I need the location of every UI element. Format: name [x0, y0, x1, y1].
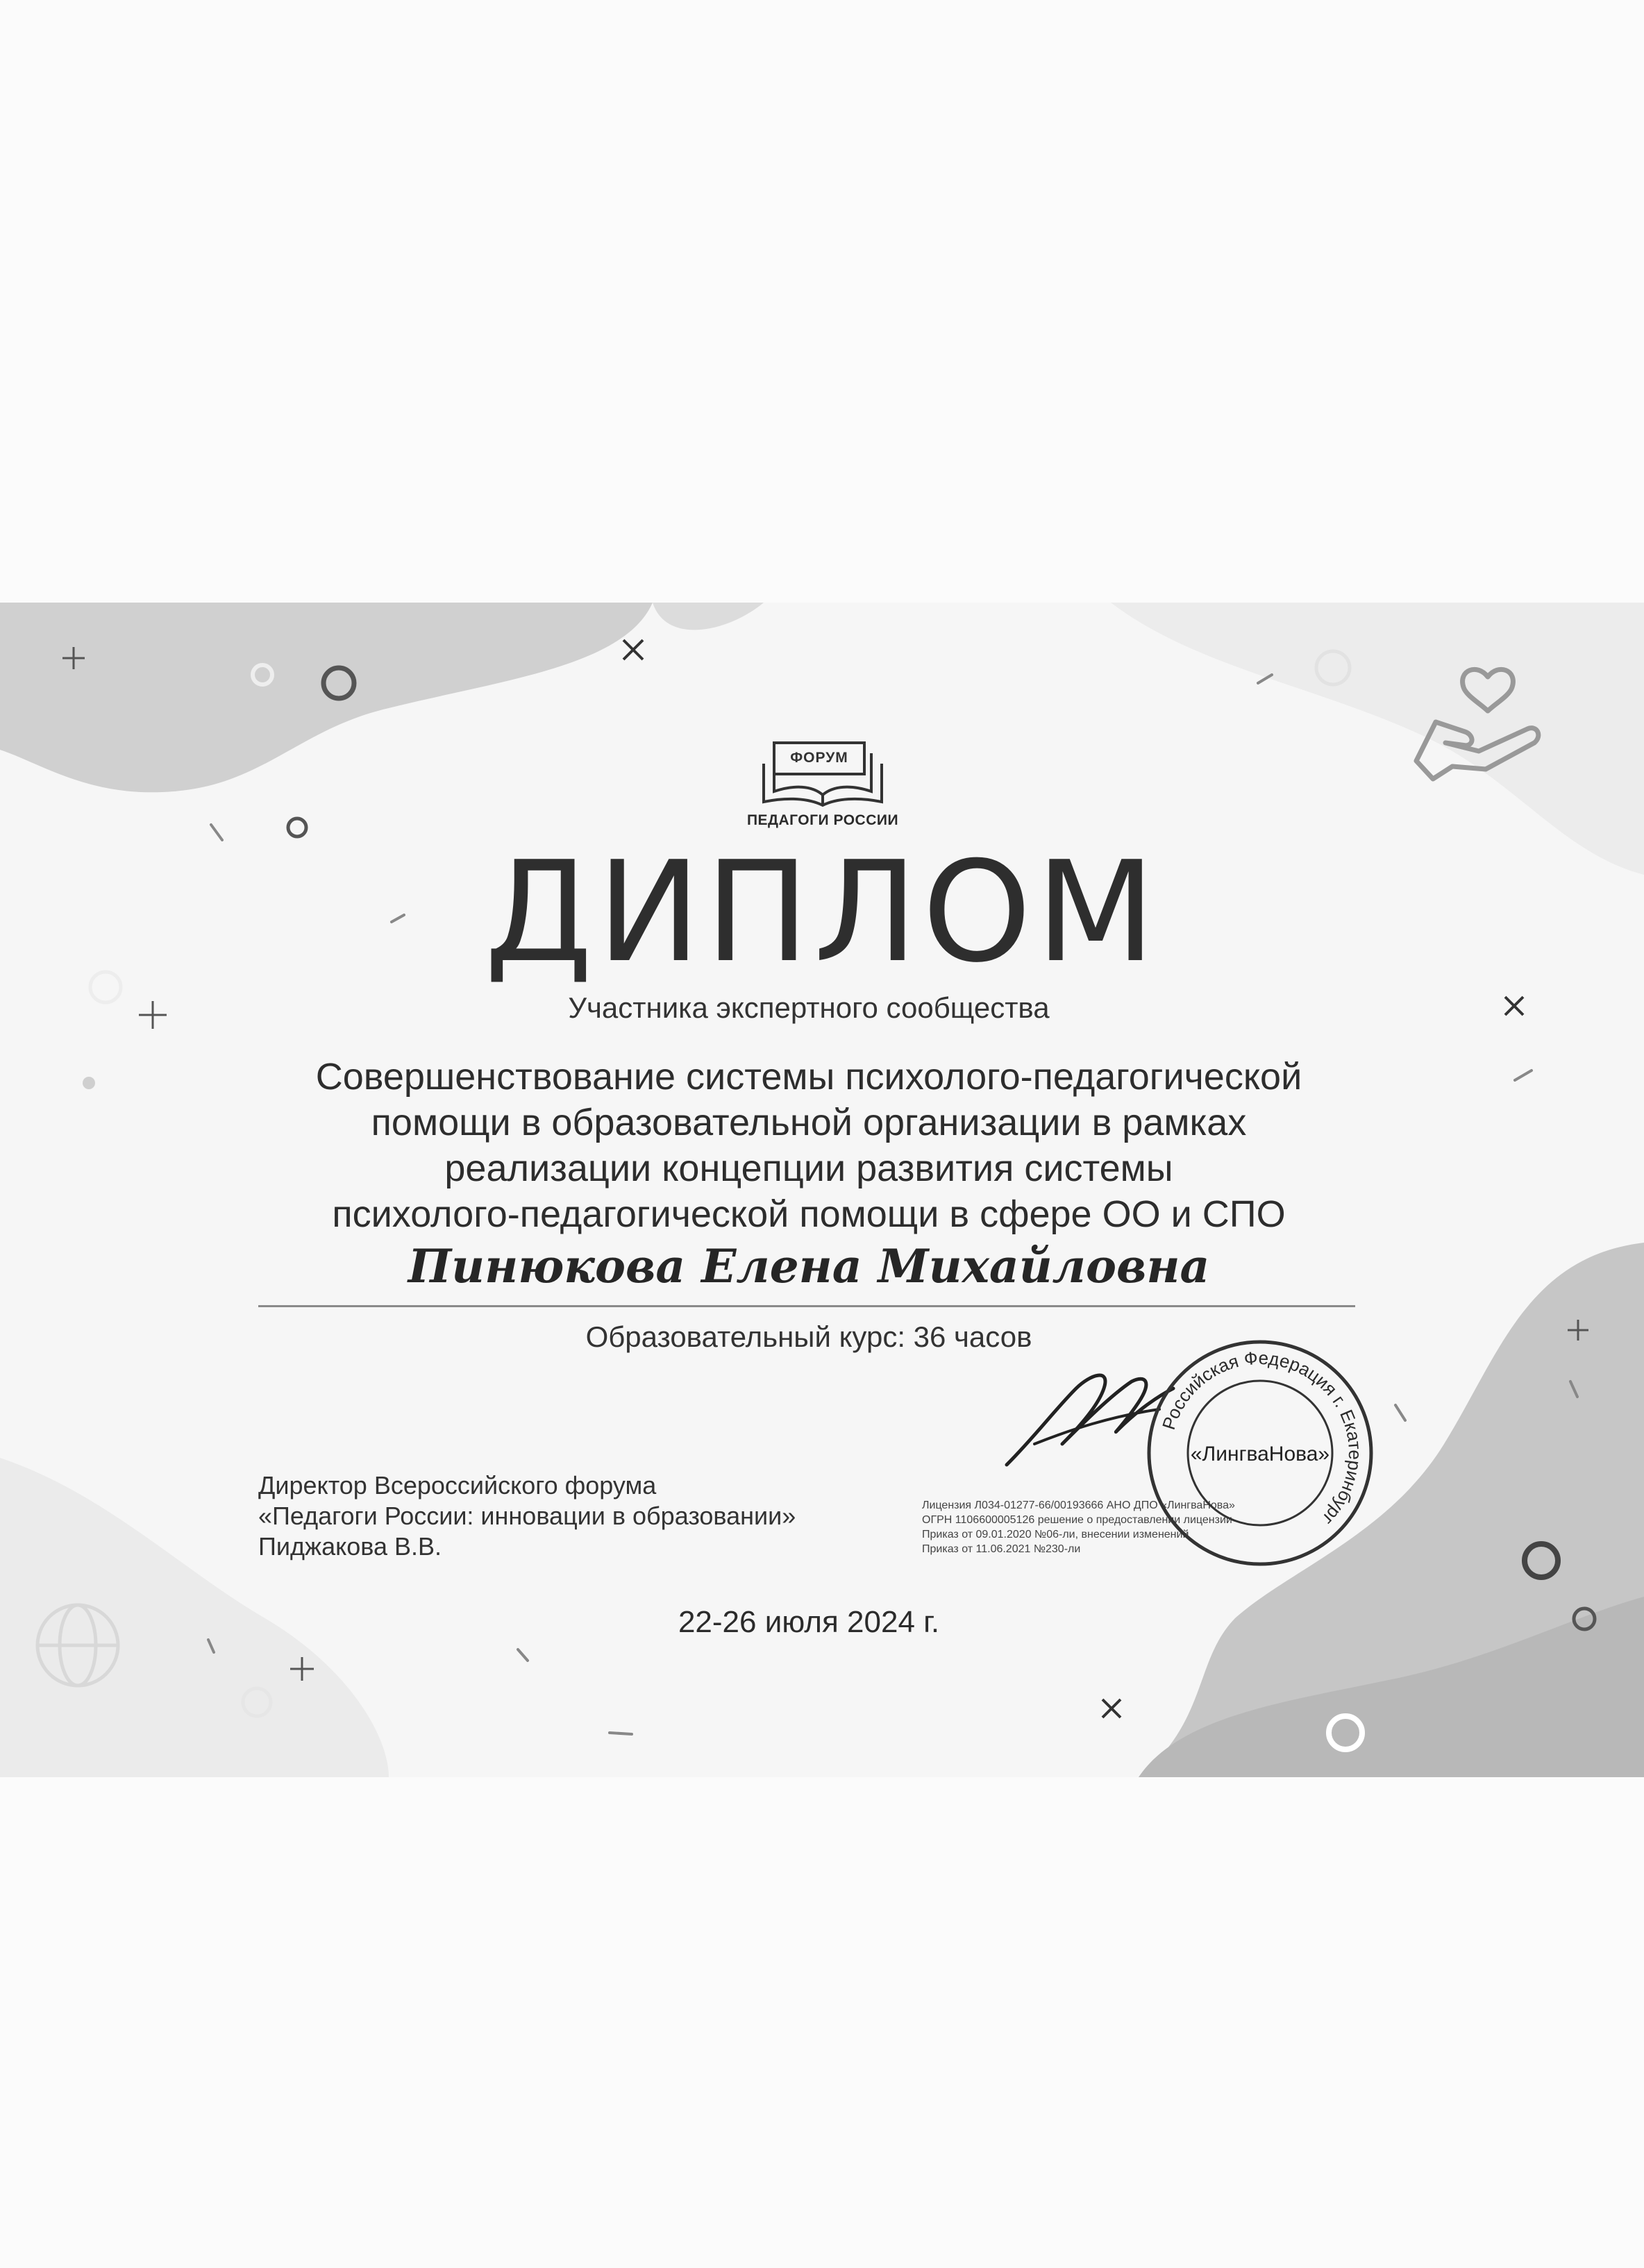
stamp-ring-text: Российская Федерация г. Екатеринбург — [1157, 1347, 1366, 1529]
diploma-date: 22-26 июля 2024 г. — [678, 1605, 940, 1639]
license-line: Лицензия Л034-01277-66/00193666 АНО ДПО «ЛингваНова» — [922, 1500, 1235, 1511]
license-line: Приказ от 11.06.2021 №230-ли — [922, 1543, 1081, 1555]
topic-line: реализации концепции развития системы — [444, 1148, 1173, 1189]
stamp-center-text: «ЛингваНова» — [1190, 1443, 1330, 1465]
logo-bottom-text: ПЕДАГОГИ РОССИИ — [746, 812, 899, 828]
diploma-title: ДИПЛОМ — [484, 832, 1160, 993]
forum-logo — [736, 736, 909, 833]
logo-top-text: ФОРУМ — [790, 750, 848, 766]
diploma-topic — [0, 1054, 1618, 1237]
director-line: Пиджакова В.В. — [258, 1532, 442, 1561]
topic-line: помощи в образовательной организации в рамках — [371, 1102, 1247, 1143]
director-line: «Педагоги России: инновации в образовании» — [258, 1502, 796, 1530]
organization-stamp — [1139, 1332, 1382, 1574]
course-hours: Образовательный курс: 36 часов — [585, 1320, 1032, 1353]
topic-line: психолого-педагогической помощи в сфере ОО и СПО — [332, 1193, 1286, 1235]
recipient-name: Пинюкова Елена Михайловна — [408, 1239, 1210, 1293]
name-underline — [258, 1305, 1355, 1307]
topic-line: Совершенствование системы психолого-педагогической — [315, 1056, 1302, 1098]
license-line: ОГРН 1106600005126 решение о предоставлении лицензии — [922, 1514, 1232, 1526]
diploma-subtitle: Участника экспертного сообщества — [568, 991, 1050, 1024]
director-line: Директор Всероссийского форума — [258, 1471, 657, 1500]
license-line: Приказ от 09.01.2020 №06-ли, внесении изменений — [922, 1529, 1189, 1540]
director-block — [258, 1470, 883, 1562]
